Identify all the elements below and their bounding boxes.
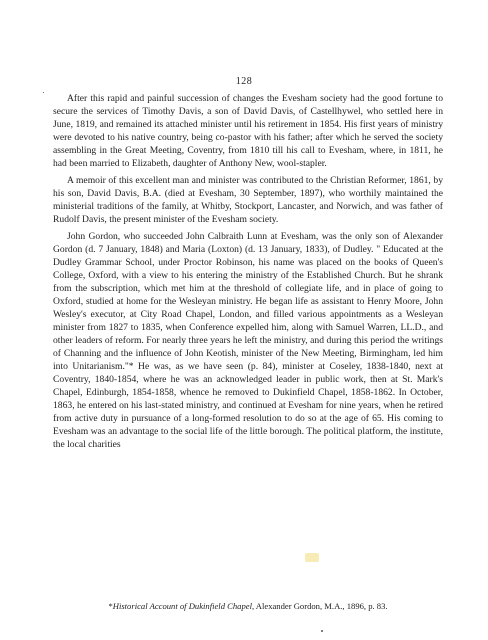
page-number: 128 (235, 76, 253, 87)
highlight-mark (305, 553, 319, 562)
stray-ink-mark (43, 92, 44, 93)
footnote-citation: , Alexander Gordon, M.A., 1896, p. 83. (251, 601, 388, 611)
footnote-marker: * (108, 601, 113, 611)
paragraph-1: After this rapid and painful succession of changes the Evesham society had the good fortune to secure the services of Timothy Davis, a son of David Davis, of Castellhywel, who settled here in June, 1819, and remained its attached minister until his retirement in 1854. His first years of ministry were devoted to his native country, being co-pastor with his father; after which he served the society assembling in the Great Meeting, Coventry, from 1810 till his call to Evesham, where, in 1811, he had been married to Elizabeth, daughter of Anthony New, wool-stapler. (53, 93, 443, 169)
footnote (53, 601, 443, 612)
paragraph-3: John Gordon, who succeeded John Calbraith Lunn at Evesham, was the only son of Alexander Gordon (d. 7 January, 1848) and Maria (Loxton) (d. 13 January, 1833), of Dudley. " Educated at the Dudley Grammar School, under Proctor Robinson, his name was placed on the books of Queen's College, Oxford, with a view to his entering the ministry of the Established Church. But he shrank from the subscription, which met him at the threshold of collegiate life, and in place of going to Oxford, studied at home for the Wesleyan ministry. He began life as assistant to Henry Moore, John Wesley's executor, at City Road Chapel, London, and filled various appointments as a Wesleyan minister from 1827 to 1835, when Conference expelled him, along with Samuel Warren, LL.D., and other leaders of reform. For nearly three years he left the ministry, and during this period the writings of Channing and the influence of John Keotish, minister of the New Meeting, Birmingham, led him into Unitarianism."* He was, as we have seen (p. 84), minister at Coseley, 1838-1840, next at Coventry, 1840-1854, where he was an acknowledged leader in public work, then at St. Mark's Chapel, Edinburgh, 1854-1858, whence he removed to Dukinfield Chapel, 1858-1862. In October, 1863, he entered on his last-stated ministry, and continued at Evesham for nine years, when he retired from active duty in pursuance of a long-formed resolution to do so at the age of 65. His coming to Evesham was an advantage to the social life of the little borough. The political platform, the institute, the local charities (53, 231, 443, 450)
footnote-title: Historical Account of Dukinfield Chapel (112, 601, 252, 611)
body-text (53, 92, 443, 451)
paragraph-2: A memoir of this excellent man and minister was contributed to the Christian Reformer, 1861, by his son, David Davis, B.A. (died at Evesham, 30 September, 1897), who worthily maintained the ministerial traditions of the family, at Whitby, Stockport, Lancaster, and Norwich, and was father of Rudolf Davis, the present minister of the Evesham society. (53, 175, 443, 225)
stray-dot-mark (321, 630, 323, 632)
